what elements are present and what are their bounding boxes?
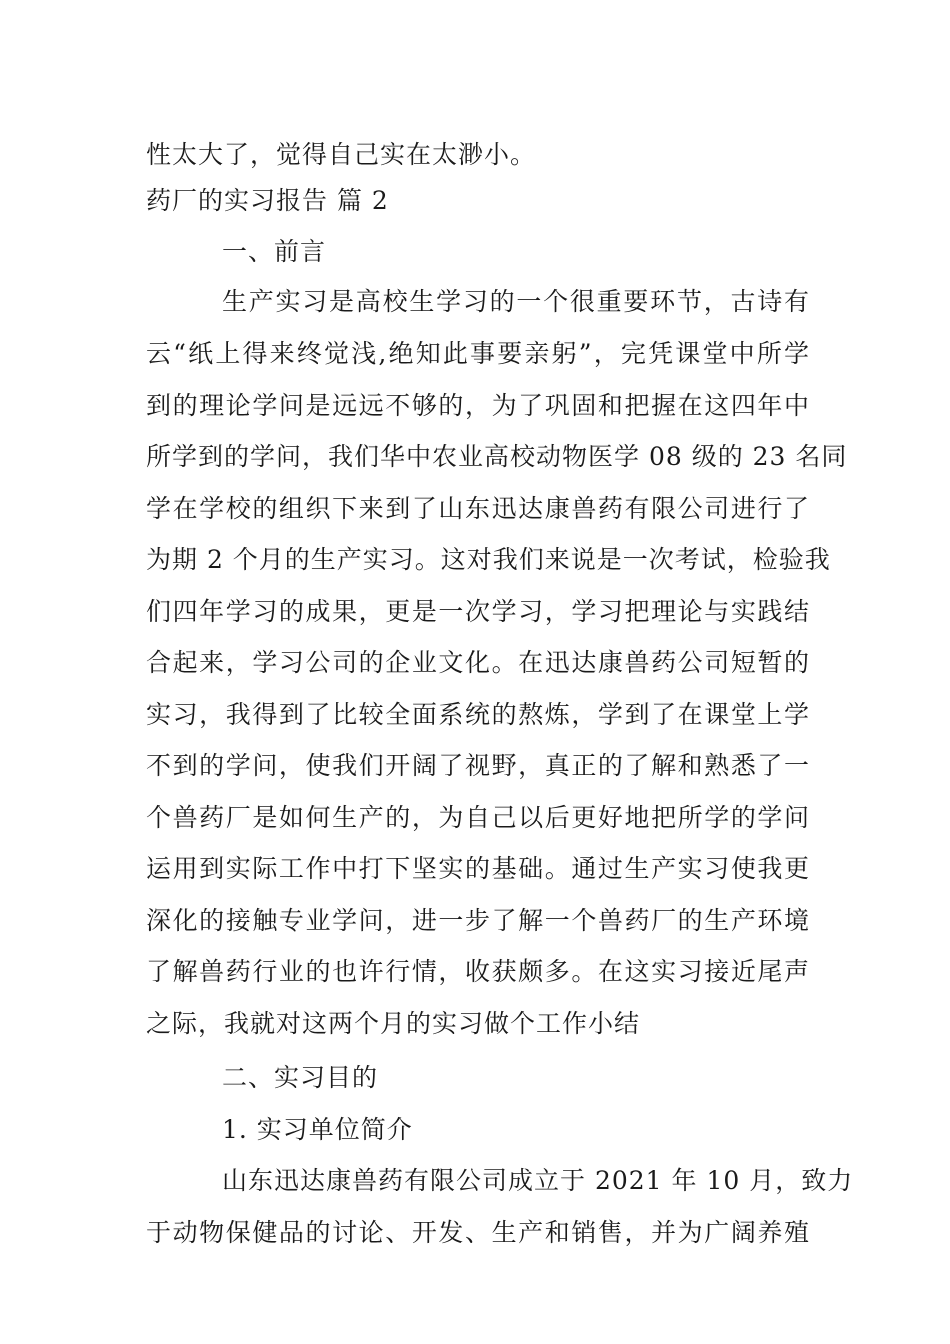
paragraph-line: 深化的接触专业学问，进一步了解一个兽药厂的生产环境 bbox=[146, 906, 810, 935]
paragraph-line: 到的理论学问是远远不够的，为了巩固和把握在这四年中 bbox=[146, 391, 810, 420]
paragraph-line: 了解兽药行业的也许行情，收获颇多。在这实习接近尾声 bbox=[146, 957, 810, 986]
document-title: 药厂的实习报告 篇 2 bbox=[146, 186, 389, 215]
paragraph-line: 所学到的学问，我们华中农业高校动物医学 08 级的 23 名同 bbox=[146, 442, 848, 471]
paragraph-line: 不到的学问，使我们开阔了视野，真正的了解和熟悉了一 bbox=[146, 751, 810, 780]
paragraph-line: 之际，我就对这两个月的实习做个工作小结 bbox=[146, 1009, 641, 1038]
paragraph-line: 生产实习是高校生学习的一个很重要环节，古诗有 bbox=[222, 287, 810, 316]
paragraph-line: 山东迅达康兽药有限公司成立于 2021 年 10 月，致力 bbox=[222, 1166, 854, 1195]
section-heading-purpose: 二、实习目的 bbox=[222, 1063, 379, 1092]
paragraph-line: 为期 2 个月的生产实习。这对我们来说是一次考试，检验我 bbox=[146, 545, 831, 574]
paragraph-line: 于动物保健品的讨论、开发、生产和销售，并为广阔养殖 bbox=[146, 1218, 810, 1247]
paragraph-line: 学在学校的组织下来到了山东迅达康兽药有限公司进行了 bbox=[146, 494, 810, 523]
paragraph-line: 云“纸上得来终觉浅,绝知此事要亲躬”，完凭课堂中所学 bbox=[146, 339, 810, 368]
section-heading-preface: 一、前言 bbox=[222, 237, 327, 266]
subsection-heading: 1. 实习单位简介 bbox=[222, 1115, 413, 1144]
paragraph-line: 合起来，学习公司的企业文化。在迅达康兽药公司短暂的 bbox=[146, 648, 810, 677]
continuation-text: 性太大了，觉得自己实在太渺小。 bbox=[146, 140, 537, 169]
paragraph-line: 们四年学习的成果，更是一次学习，学习把理论与实践结 bbox=[146, 597, 810, 626]
paragraph-line: 个兽药厂是如何生产的，为自己以后更好地把所学的学问 bbox=[146, 803, 810, 832]
paragraph-line: 运用到实际工作中打下坚实的基础。通过生产实习使我更 bbox=[146, 854, 810, 883]
paragraph-line: 实习，我得到了比较全面系统的熬炼，学到了在课堂上学 bbox=[146, 700, 810, 729]
